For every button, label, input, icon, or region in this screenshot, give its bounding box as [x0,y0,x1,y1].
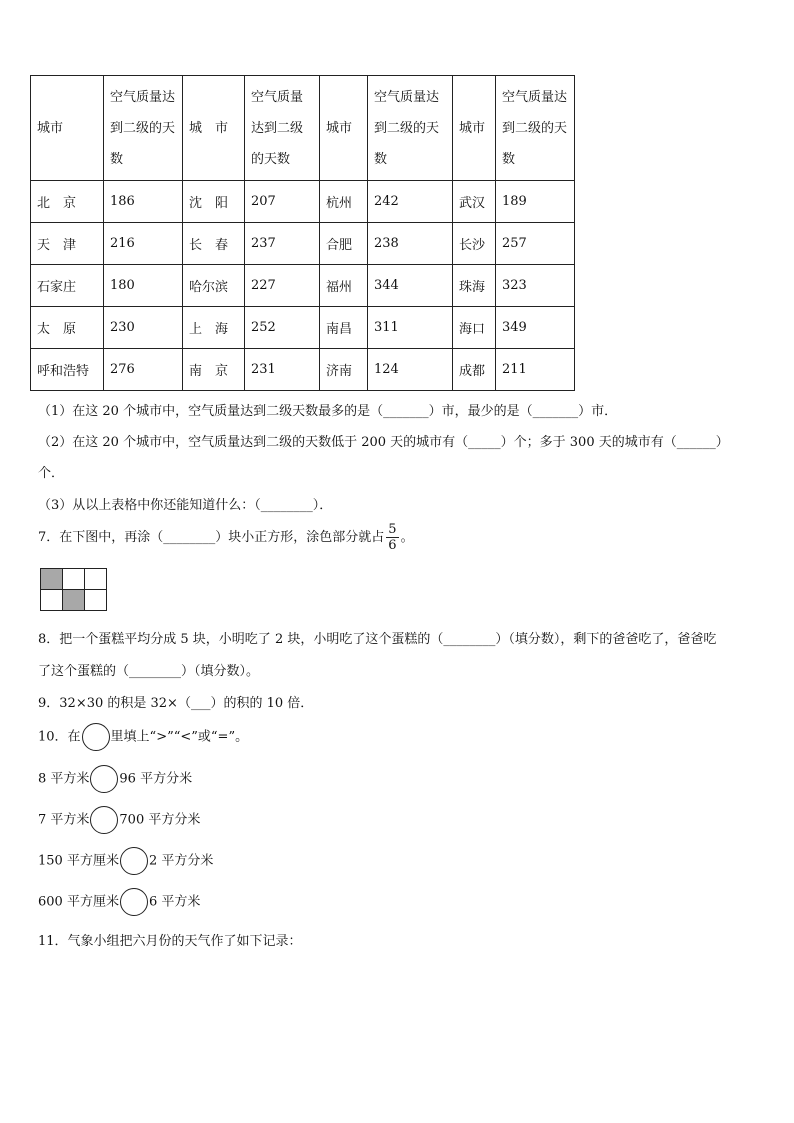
q10-question [38,723,248,751]
table-cell: 189 [496,181,575,223]
table-row [31,265,575,307]
header-cell: 城市 [320,76,368,181]
table-cell: 南 京 [183,349,245,391]
grid-square-shaded [63,590,85,611]
table-cell: 344 [368,265,453,307]
table-header-row [31,76,575,181]
q7-text: 7．在下图中，再涂（________）块小正方形，涂色部分就占 [38,530,385,545]
table-cell: 呼和浩特 [31,349,104,391]
q7-end: 。 [400,530,414,545]
table-row [31,307,575,349]
compare-right: 96 平方分米 [119,771,193,787]
table-cell: 哈尔滨 [183,265,245,307]
table-row [31,223,575,265]
q10-post: 里填上“>”“<”或“=”。 [110,729,249,745]
compare-item [38,765,192,793]
compare-item [38,847,213,875]
table-cell: 太 原 [31,307,104,349]
q6-part2-line1: （2）在这 20 个城市中，空气质量达到二级的天数低于 200 天的城市有（_____）个；多于 300 天的城市有（______） [38,435,729,450]
answer-circle[interactable] [90,765,118,793]
table-cell: 成都 [453,349,496,391]
table-cell: 276 [104,349,183,391]
table-cell: 上 海 [183,307,245,349]
table-cell: 230 [104,307,183,349]
header-cell: 城市 [31,76,104,181]
q6-part2-line2: 个． [38,466,65,481]
compare-right: 700 平方分米 [119,812,201,828]
compare-item [38,888,200,916]
table-cell: 天 津 [31,223,104,265]
table-cell: 珠海 [453,265,496,307]
table-cell: 211 [496,349,575,391]
air-quality-table [30,75,575,391]
compare-left: 7 平方米 [38,812,90,828]
table-cell: 207 [245,181,320,223]
table-cell: 杭州 [320,181,368,223]
table-cell: 石家庄 [31,265,104,307]
answer-circle[interactable] [90,806,118,834]
table-cell: 124 [368,349,453,391]
grid-square [41,590,63,611]
compare-right: 2 平方分米 [148,853,214,869]
table-row [31,181,575,223]
q10-pre: 10．在 [38,729,81,745]
table-cell: 长 春 [183,223,245,265]
q9-question: 9．32×30 的积是 32×（___）的积的 10 倍． [38,696,314,711]
compare-item [38,806,200,834]
q8-line2: 了这个蛋糕的（________）（填分数）。 [38,664,260,679]
table-cell: 349 [496,307,575,349]
q6-part1: （1）在这 20 个城市中，空气质量达到二级天数最多的是（_______）市，最少的是（_______）市． [38,404,618,419]
table-cell: 海口 [453,307,496,349]
answer-circle[interactable] [120,847,148,875]
table-cell: 武汉 [453,181,496,223]
grid-square [85,590,107,611]
header-cell: 空气质量达到二级的天数 [104,76,183,181]
compare-left: 150 平方厘米 [38,853,119,869]
fraction [386,522,398,553]
table-cell: 231 [245,349,320,391]
header-cell: 城 市 [183,76,245,181]
table-cell: 227 [245,265,320,307]
table-cell: 216 [104,223,183,265]
grid-square [85,569,107,590]
header-cell: 空气质量达到二级的天数 [245,76,320,181]
q7-question [38,522,414,553]
table-cell: 257 [496,223,575,265]
q8-line1: 8．把一个蛋糕平均分成 5 块，小明吃了 2 块，小明吃了这个蛋糕的（________）（填分数），剩下的爸爸吃了，爸爸吃 [38,632,717,647]
fraction-denominator: 6 [388,538,397,553]
table-cell: 238 [368,223,453,265]
grid-square-shaded [41,569,63,590]
header-cell: 城市 [453,76,496,181]
square-grid-figure [40,568,107,611]
answer-circle[interactable] [120,888,148,916]
grid-square [63,569,85,590]
table-cell: 186 [104,181,183,223]
fraction-numerator: 5 [388,522,397,537]
table-cell: 323 [496,265,575,307]
answer-circle [82,723,110,751]
table-cell: 长沙 [453,223,496,265]
table-cell: 合肥 [320,223,368,265]
header-cell: 空气质量达到二级的天数 [496,76,575,181]
header-cell: 空气质量达到二级的天数 [368,76,453,181]
table-row [31,349,575,391]
compare-left: 600 平方厘米 [38,894,119,910]
table-cell: 南昌 [320,307,368,349]
table-cell: 福州 [320,265,368,307]
table-cell: 沈 阳 [183,181,245,223]
table-cell: 180 [104,265,183,307]
q6-part3: （3）从以上表格中你还能知道什么：（________）． [38,498,333,513]
table-cell: 237 [245,223,320,265]
table-cell: 242 [368,181,453,223]
q11-question: 11．气象小组把六月份的天气作了如下记录： [38,934,302,949]
table-cell: 252 [245,307,320,349]
compare-left: 8 平方米 [38,771,90,787]
table-cell: 311 [368,307,453,349]
table-cell: 济南 [320,349,368,391]
compare-right: 6 平方米 [148,894,201,910]
table-cell: 北 京 [31,181,104,223]
